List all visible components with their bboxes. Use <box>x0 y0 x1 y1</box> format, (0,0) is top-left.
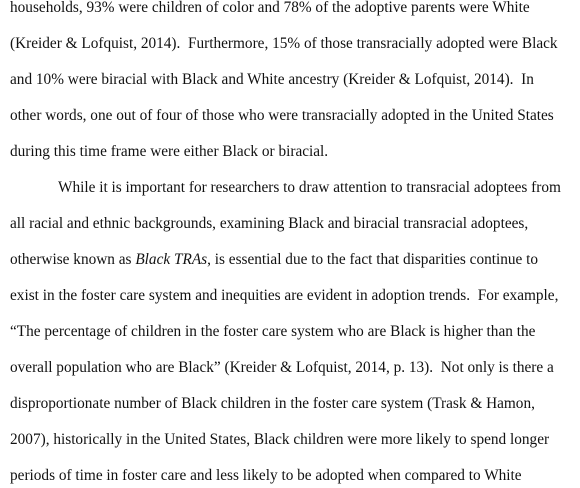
paragraph-line: “The percentage of children in the foster care system who are Black is higher than the <box>10 323 536 340</box>
paragraph-line: overall population who are Black” (Kreider & Lofquist, 2014, p. 13). Not only is there a <box>10 359 554 376</box>
paragraph-line-indented: While it is important for researchers to draw attention to transracial adoptees from <box>58 179 561 196</box>
paragraph-line: during this time frame were either Black or biracial. <box>10 143 329 160</box>
paragraph-line: periods of time in foster care and less likely to be adopted when compared to White <box>10 467 522 484</box>
paragraph-line: other words, one out of four of those who were transracially adopted in the United States <box>10 107 554 124</box>
paragraph-line: (Kreider & Lofquist, 2014). Furthermore, 15% of those transracially adopted were Black <box>10 35 558 52</box>
line-text: otherwise known as <box>10 251 136 268</box>
paragraph-line <box>10 251 538 269</box>
paragraph-line: 2007), historically in the United States, Black children were more likely to spend longer <box>10 431 550 448</box>
paragraph-line: and 10% were biracial with Black and White ancestry (Kreider & Lofquist, 2014). In <box>10 71 534 88</box>
paragraph-line: disproportionate number of Black children in the foster care system (Trask & Hamon, <box>10 395 535 412</box>
paragraph-line: all racial and ethnic backgrounds, examining Black and biracial transracial adoptees, <box>10 215 529 232</box>
paragraph-line: exist in the foster care system and inequities are evident in adoption trends. For example, <box>10 287 559 304</box>
line-text: , is essential due to the fact that disparities continue to <box>207 251 539 268</box>
italic-term: Black TRAs <box>135 251 208 268</box>
paragraph-line: households, 93% were children of color and 78% of the adoptive parents were White <box>10 0 530 16</box>
